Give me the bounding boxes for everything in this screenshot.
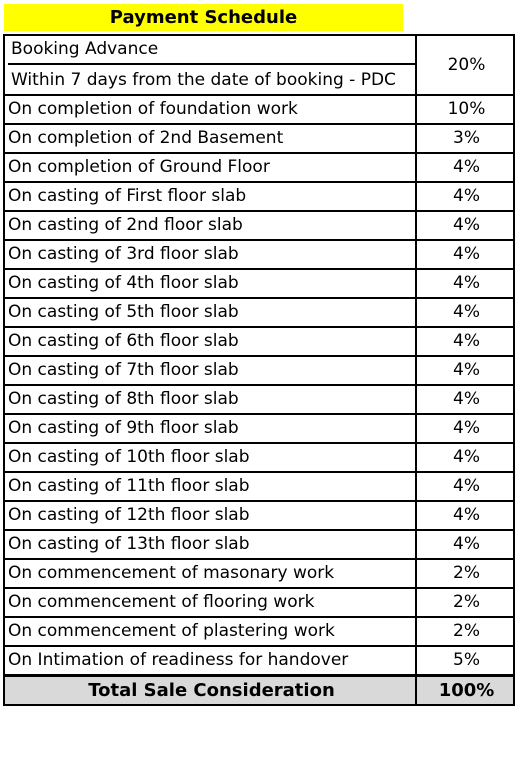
table-row — [4, 327, 514, 356]
table-row — [4, 182, 514, 211]
milestone-label: On commencement of plastering work — [4, 617, 416, 646]
table-row — [4, 443, 514, 472]
table-row — [4, 269, 514, 298]
booking-value-cell: 20% — [416, 35, 514, 95]
milestone-percentage: 4% — [416, 153, 514, 182]
milestone-label: On completion of foundation work — [4, 95, 416, 124]
table-row — [4, 35, 514, 95]
milestone-label: On casting of 7th floor slab — [4, 356, 416, 385]
milestone-label: On commencement of masonary work — [4, 559, 416, 588]
booking-advance-label: Booking Advance — [11, 39, 159, 59]
booking-description-cell — [4, 35, 416, 95]
milestone-percentage: 4% — [416, 240, 514, 269]
table-row — [4, 472, 514, 501]
milestone-label: On casting of 8th floor slab — [4, 385, 416, 414]
milestone-percentage: 4% — [416, 298, 514, 327]
milestone-label: On casting of 9th floor slab — [4, 414, 416, 443]
milestone-label: On casting of 4th floor slab — [4, 269, 416, 298]
milestone-percentage: 5% — [416, 646, 514, 676]
milestone-percentage: 4% — [416, 356, 514, 385]
table-row — [4, 646, 514, 676]
milestone-label: On casting of 12th floor slab — [4, 501, 416, 530]
milestone-percentage: 4% — [416, 182, 514, 211]
milestone-percentage: 2% — [416, 559, 514, 588]
milestone-label: On commencement of flooring work — [4, 588, 416, 617]
milestone-percentage: 10% — [416, 95, 514, 124]
table-row — [4, 95, 514, 124]
milestone-label: On casting of 2nd floor slab — [4, 211, 416, 240]
table-row — [4, 530, 514, 559]
milestone-label: On casting of 6th floor slab — [4, 327, 416, 356]
table-row — [4, 617, 514, 646]
table-row — [4, 414, 514, 443]
payment-schedule-table — [3, 34, 515, 706]
milestone-percentage: 4% — [416, 443, 514, 472]
total-label: Total Sale Consideration — [4, 676, 416, 706]
total-value: 100% — [416, 676, 514, 706]
table-row — [4, 153, 514, 182]
milestone-label: On completion of Ground Floor — [4, 153, 416, 182]
milestone-label: On completion of 2nd Basement — [4, 124, 416, 153]
table-row — [4, 298, 514, 327]
table-row — [4, 559, 514, 588]
milestone-percentage: 4% — [416, 211, 514, 240]
milestone-label: On casting of 11th floor slab — [4, 472, 416, 501]
milestone-percentage: 4% — [416, 385, 514, 414]
table-row — [4, 501, 514, 530]
table-row — [4, 356, 514, 385]
milestone-label: On casting of 3rd floor slab — [4, 240, 416, 269]
table-row — [4, 240, 514, 269]
table-title: Payment Schedule — [4, 4, 403, 31]
milestone-label: On casting of 13th floor slab — [4, 530, 416, 559]
milestone-percentage: 3% — [416, 124, 514, 153]
table-row — [4, 588, 514, 617]
milestone-label: On casting of First floor slab — [4, 182, 416, 211]
milestone-percentage: 4% — [416, 269, 514, 298]
table-row — [4, 124, 514, 153]
booking-pdc-label: Within 7 days from the date of booking - PDC — [8, 63, 415, 94]
table-body — [4, 35, 514, 705]
milestone-label: On Intimation of readiness for handover — [4, 646, 416, 676]
milestone-percentage: 4% — [416, 414, 514, 443]
milestone-percentage: 4% — [416, 327, 514, 356]
milestone-label: On casting of 10th floor slab — [4, 443, 416, 472]
total-row — [4, 676, 514, 706]
milestone-label: On casting of 5th floor slab — [4, 298, 416, 327]
milestone-percentage: 2% — [416, 617, 514, 646]
table-row — [4, 385, 514, 414]
milestone-percentage: 4% — [416, 530, 514, 559]
milestone-percentage: 4% — [416, 472, 514, 501]
milestone-percentage: 2% — [416, 588, 514, 617]
milestone-percentage: 4% — [416, 501, 514, 530]
table-row — [4, 211, 514, 240]
